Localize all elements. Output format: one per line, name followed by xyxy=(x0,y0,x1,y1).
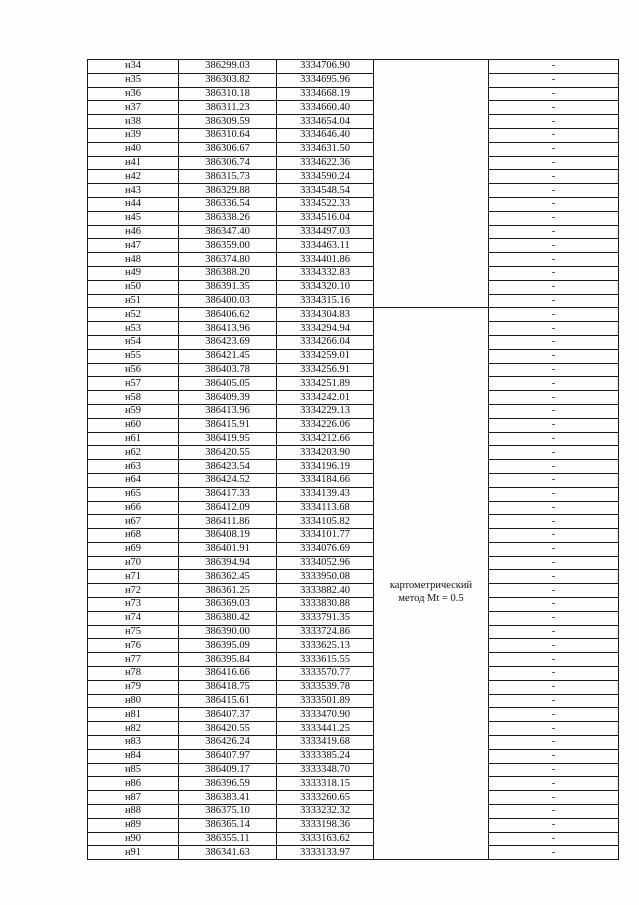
point-name-cell: н37 xyxy=(88,101,179,115)
table-row xyxy=(88,791,619,805)
x-coordinate-cell: 386390.00 xyxy=(179,625,277,639)
table-row xyxy=(88,294,619,308)
point-name-cell: н44 xyxy=(88,197,179,211)
table-row xyxy=(88,763,619,777)
x-coordinate-cell: 386408.19 xyxy=(179,529,277,543)
accuracy-cell: - xyxy=(489,101,619,115)
y-coordinate-cell: 3334212.66 xyxy=(277,432,374,446)
y-coordinate-cell: 3334660.40 xyxy=(277,101,374,115)
x-coordinate-cell: 386407.37 xyxy=(179,708,277,722)
y-coordinate-cell: 3334401.86 xyxy=(277,253,374,267)
table-row xyxy=(88,473,619,487)
accuracy-cell: - xyxy=(489,556,619,570)
x-coordinate-cell: 386409.17 xyxy=(179,763,277,777)
accuracy-cell: - xyxy=(489,73,619,87)
x-coordinate-cell: 386395.09 xyxy=(179,639,277,653)
x-coordinate-cell: 386424.52 xyxy=(179,473,277,487)
point-name-cell: н86 xyxy=(88,777,179,791)
table-row xyxy=(88,736,619,750)
accuracy-cell: - xyxy=(489,115,619,129)
x-coordinate-cell: 386388.20 xyxy=(179,266,277,280)
y-coordinate-cell: 3333348.70 xyxy=(277,763,374,777)
y-coordinate-cell: 3333232.32 xyxy=(277,805,374,819)
point-name-cell: н55 xyxy=(88,349,179,363)
x-coordinate-cell: 386423.69 xyxy=(179,335,277,349)
x-coordinate-cell: 386411.86 xyxy=(179,515,277,529)
table-row xyxy=(88,667,619,681)
point-name-cell: н36 xyxy=(88,87,179,101)
point-name-cell: н43 xyxy=(88,184,179,198)
x-coordinate-cell: 386341.63 xyxy=(179,846,277,860)
y-coordinate-cell: 3333419.68 xyxy=(277,736,374,750)
x-coordinate-cell: 386400.03 xyxy=(179,294,277,308)
y-coordinate-cell: 3333198.36 xyxy=(277,818,374,832)
x-coordinate-cell: 386374.80 xyxy=(179,253,277,267)
y-coordinate-cell: 3334229.13 xyxy=(277,404,374,418)
accuracy-cell: - xyxy=(489,280,619,294)
point-name-cell: н48 xyxy=(88,253,179,267)
x-coordinate-cell: 386405.05 xyxy=(179,377,277,391)
y-coordinate-cell: 3333385.24 xyxy=(277,749,374,763)
point-name-cell: н64 xyxy=(88,473,179,487)
point-name-cell: н60 xyxy=(88,418,179,432)
accuracy-cell: - xyxy=(489,473,619,487)
point-name-cell: н83 xyxy=(88,736,179,750)
y-coordinate-cell: 3333724.86 xyxy=(277,625,374,639)
accuracy-cell: - xyxy=(489,266,619,280)
y-coordinate-cell: 3334695.96 xyxy=(277,73,374,87)
accuracy-cell: - xyxy=(489,487,619,501)
table-row xyxy=(88,349,619,363)
y-coordinate-cell: 3334497.03 xyxy=(277,225,374,239)
table-row xyxy=(88,639,619,653)
accuracy-cell: - xyxy=(489,156,619,170)
accuracy-cell: - xyxy=(489,363,619,377)
y-coordinate-cell: 3334590.24 xyxy=(277,170,374,184)
point-name-cell: н40 xyxy=(88,142,179,156)
table-row xyxy=(88,501,619,515)
y-coordinate-cell: 3334076.69 xyxy=(277,542,374,556)
accuracy-cell: - xyxy=(489,322,619,336)
point-name-cell: н58 xyxy=(88,391,179,405)
accuracy-cell: - xyxy=(489,749,619,763)
accuracy-cell: - xyxy=(489,818,619,832)
x-coordinate-cell: 386394.94 xyxy=(179,556,277,570)
y-coordinate-cell: 3333318.15 xyxy=(277,777,374,791)
point-name-cell: н75 xyxy=(88,625,179,639)
point-name-cell: н39 xyxy=(88,128,179,142)
accuracy-cell: - xyxy=(489,391,619,405)
point-name-cell: н53 xyxy=(88,322,179,336)
accuracy-cell: - xyxy=(489,584,619,598)
y-coordinate-cell: 3334266.04 xyxy=(277,335,374,349)
table-row xyxy=(88,391,619,405)
accuracy-cell: - xyxy=(489,197,619,211)
x-coordinate-cell: 386401.91 xyxy=(179,542,277,556)
point-name-cell: н63 xyxy=(88,460,179,474)
point-name-cell: н79 xyxy=(88,680,179,694)
x-coordinate-cell: 386406.62 xyxy=(179,308,277,322)
table-row xyxy=(88,335,619,349)
table-row xyxy=(88,377,619,391)
table-row xyxy=(88,846,619,860)
point-name-cell: н74 xyxy=(88,611,179,625)
y-coordinate-cell: 3333441.25 xyxy=(277,722,374,736)
table-row xyxy=(88,487,619,501)
accuracy-cell: - xyxy=(489,170,619,184)
accuracy-cell: - xyxy=(489,446,619,460)
table-row xyxy=(88,197,619,211)
table-row xyxy=(88,749,619,763)
point-name-cell: н78 xyxy=(88,667,179,681)
point-name-cell: н82 xyxy=(88,722,179,736)
table-row xyxy=(88,584,619,598)
y-coordinate-cell: 3333570.77 xyxy=(277,667,374,681)
accuracy-cell: - xyxy=(489,239,619,253)
accuracy-cell: - xyxy=(489,708,619,722)
x-coordinate-cell: 386310.18 xyxy=(179,87,277,101)
point-name-cell: н88 xyxy=(88,805,179,819)
point-name-cell: н59 xyxy=(88,404,179,418)
x-coordinate-cell: 386423.54 xyxy=(179,460,277,474)
table-row xyxy=(88,556,619,570)
point-name-cell: н87 xyxy=(88,791,179,805)
point-name-cell: н85 xyxy=(88,763,179,777)
y-coordinate-cell: 3334052.96 xyxy=(277,556,374,570)
y-coordinate-cell: 3333950.08 xyxy=(277,570,374,584)
x-coordinate-cell: 386310.64 xyxy=(179,128,277,142)
accuracy-cell: - xyxy=(489,832,619,846)
y-coordinate-cell: 3334113.68 xyxy=(277,501,374,515)
table-row xyxy=(88,611,619,625)
y-coordinate-cell: 3334226.06 xyxy=(277,418,374,432)
x-coordinate-cell: 386413.96 xyxy=(179,322,277,336)
y-coordinate-cell: 3333163.62 xyxy=(277,832,374,846)
y-coordinate-cell: 3333830.88 xyxy=(277,598,374,612)
accuracy-cell: - xyxy=(489,460,619,474)
accuracy-cell: - xyxy=(489,542,619,556)
table-row xyxy=(88,694,619,708)
x-coordinate-cell: 386315.73 xyxy=(179,170,277,184)
accuracy-cell: - xyxy=(489,694,619,708)
table-row xyxy=(88,818,619,832)
x-coordinate-cell: 386391.35 xyxy=(179,280,277,294)
table-row xyxy=(88,625,619,639)
x-coordinate-cell: 386359.00 xyxy=(179,239,277,253)
point-name-cell: н76 xyxy=(88,639,179,653)
point-name-cell: н69 xyxy=(88,542,179,556)
x-coordinate-cell: 386415.91 xyxy=(179,418,277,432)
accuracy-cell: - xyxy=(489,377,619,391)
point-name-cell: н84 xyxy=(88,749,179,763)
x-coordinate-cell: 386417.33 xyxy=(179,487,277,501)
table-row xyxy=(88,404,619,418)
accuracy-cell: - xyxy=(489,87,619,101)
point-name-cell: н73 xyxy=(88,598,179,612)
accuracy-cell: - xyxy=(489,653,619,667)
accuracy-cell: - xyxy=(489,763,619,777)
x-coordinate-cell: 386309.59 xyxy=(179,115,277,129)
table-row xyxy=(88,60,619,74)
table-row xyxy=(88,832,619,846)
y-coordinate-cell: 3333133.97 xyxy=(277,846,374,860)
table-row xyxy=(88,363,619,377)
table-row xyxy=(88,653,619,667)
y-coordinate-cell: 3334101.77 xyxy=(277,529,374,543)
table-row xyxy=(88,529,619,543)
x-coordinate-cell: 386415.61 xyxy=(179,694,277,708)
table-row xyxy=(88,73,619,87)
method-text: картометрический метод Mt = 0.5 xyxy=(389,579,473,604)
y-coordinate-cell: 3334622.36 xyxy=(277,156,374,170)
point-name-cell: н35 xyxy=(88,73,179,87)
point-name-cell: н90 xyxy=(88,832,179,846)
accuracy-cell: - xyxy=(489,501,619,515)
table-row xyxy=(88,680,619,694)
x-coordinate-cell: 386369.03 xyxy=(179,598,277,612)
table-row xyxy=(88,280,619,294)
x-coordinate-cell: 386338.26 xyxy=(179,211,277,225)
point-name-cell: н51 xyxy=(88,294,179,308)
x-coordinate-cell: 386329.88 xyxy=(179,184,277,198)
accuracy-cell: - xyxy=(489,335,619,349)
point-name-cell: н38 xyxy=(88,115,179,129)
accuracy-cell: - xyxy=(489,805,619,819)
y-coordinate-cell: 3334294.94 xyxy=(277,322,374,336)
y-coordinate-cell: 3334548.54 xyxy=(277,184,374,198)
x-coordinate-cell: 386407.97 xyxy=(179,749,277,763)
y-coordinate-cell: 3334631.50 xyxy=(277,142,374,156)
accuracy-cell: - xyxy=(489,515,619,529)
y-coordinate-cell: 3334315.16 xyxy=(277,294,374,308)
accuracy-cell: - xyxy=(489,791,619,805)
point-name-cell: н62 xyxy=(88,446,179,460)
x-coordinate-cell: 386426.24 xyxy=(179,736,277,750)
x-coordinate-cell: 386412.09 xyxy=(179,501,277,515)
accuracy-cell: - xyxy=(489,404,619,418)
point-name-cell: н67 xyxy=(88,515,179,529)
accuracy-cell: - xyxy=(489,184,619,198)
x-coordinate-cell: 386413.96 xyxy=(179,404,277,418)
point-name-cell: н52 xyxy=(88,308,179,322)
x-coordinate-cell: 386306.74 xyxy=(179,156,277,170)
x-coordinate-cell: 386303.82 xyxy=(179,73,277,87)
x-coordinate-cell: 386383.41 xyxy=(179,791,277,805)
y-coordinate-cell: 3334196.19 xyxy=(277,460,374,474)
y-coordinate-cell: 3334320.10 xyxy=(277,280,374,294)
y-coordinate-cell: 3333615.55 xyxy=(277,653,374,667)
point-name-cell: н42 xyxy=(88,170,179,184)
y-coordinate-cell: 3334463.11 xyxy=(277,239,374,253)
accuracy-cell: - xyxy=(489,680,619,694)
x-coordinate-cell: 386418.75 xyxy=(179,680,277,694)
y-coordinate-cell: 3334646.40 xyxy=(277,128,374,142)
accuracy-cell: - xyxy=(489,253,619,267)
table-row xyxy=(88,418,619,432)
point-name-cell: н57 xyxy=(88,377,179,391)
point-name-cell: н70 xyxy=(88,556,179,570)
accuracy-cell: - xyxy=(489,846,619,860)
accuracy-cell: - xyxy=(489,722,619,736)
y-coordinate-cell: 3334516.04 xyxy=(277,211,374,225)
table-row xyxy=(88,115,619,129)
x-coordinate-cell: 386380.42 xyxy=(179,611,277,625)
point-name-cell: н68 xyxy=(88,529,179,543)
x-coordinate-cell: 386306.67 xyxy=(179,142,277,156)
x-coordinate-cell: 386299.03 xyxy=(179,60,277,74)
accuracy-cell: - xyxy=(489,667,619,681)
x-coordinate-cell: 386365.14 xyxy=(179,818,277,832)
table-row xyxy=(88,542,619,556)
coordinates-table-body xyxy=(88,60,619,860)
accuracy-cell: - xyxy=(489,294,619,308)
point-name-cell: н61 xyxy=(88,432,179,446)
x-coordinate-cell: 386396.59 xyxy=(179,777,277,791)
y-coordinate-cell: 3333882.40 xyxy=(277,584,374,598)
accuracy-cell: - xyxy=(489,418,619,432)
point-name-cell: н45 xyxy=(88,211,179,225)
accuracy-cell: - xyxy=(489,598,619,612)
y-coordinate-cell: 3334256.91 xyxy=(277,363,374,377)
y-coordinate-cell: 3334203.90 xyxy=(277,446,374,460)
table-row xyxy=(88,253,619,267)
x-coordinate-cell: 386403.78 xyxy=(179,363,277,377)
point-name-cell: н34 xyxy=(88,60,179,74)
y-coordinate-cell: 3334668.19 xyxy=(277,87,374,101)
x-coordinate-cell: 386347.40 xyxy=(179,225,277,239)
point-name-cell: н91 xyxy=(88,846,179,860)
table-row xyxy=(88,432,619,446)
accuracy-cell: - xyxy=(489,308,619,322)
x-coordinate-cell: 386421.45 xyxy=(179,349,277,363)
point-name-cell: н47 xyxy=(88,239,179,253)
table-row xyxy=(88,322,619,336)
x-coordinate-cell: 386420.55 xyxy=(179,446,277,460)
accuracy-cell: - xyxy=(489,529,619,543)
y-coordinate-cell: 3334332.83 xyxy=(277,266,374,280)
accuracy-cell: - xyxy=(489,349,619,363)
table-row xyxy=(88,805,619,819)
accuracy-cell: - xyxy=(489,625,619,639)
accuracy-cell: - xyxy=(489,142,619,156)
x-coordinate-cell: 386362.45 xyxy=(179,570,277,584)
method-cell xyxy=(374,308,489,860)
x-coordinate-cell: 386419.95 xyxy=(179,432,277,446)
y-coordinate-cell: 3334105.82 xyxy=(277,515,374,529)
accuracy-cell: - xyxy=(489,211,619,225)
y-coordinate-cell: 3334184.66 xyxy=(277,473,374,487)
accuracy-cell: - xyxy=(489,225,619,239)
point-name-cell: н89 xyxy=(88,818,179,832)
point-name-cell: н66 xyxy=(88,501,179,515)
table-row xyxy=(88,225,619,239)
table-row xyxy=(88,446,619,460)
accuracy-cell: - xyxy=(489,736,619,750)
table-row xyxy=(88,211,619,225)
table-row xyxy=(88,777,619,791)
point-name-cell: н65 xyxy=(88,487,179,501)
y-coordinate-cell: 3334242.01 xyxy=(277,391,374,405)
table-row xyxy=(88,708,619,722)
y-coordinate-cell: 3334304.83 xyxy=(277,308,374,322)
table-row xyxy=(88,87,619,101)
x-coordinate-cell: 386336.54 xyxy=(179,197,277,211)
point-name-cell: н41 xyxy=(88,156,179,170)
x-coordinate-cell: 386420.55 xyxy=(179,722,277,736)
accuracy-cell: - xyxy=(489,611,619,625)
accuracy-cell: - xyxy=(489,639,619,653)
x-coordinate-cell: 386311.23 xyxy=(179,101,277,115)
point-name-cell: н46 xyxy=(88,225,179,239)
y-coordinate-cell: 3333470.90 xyxy=(277,708,374,722)
x-coordinate-cell: 386355.11 xyxy=(179,832,277,846)
table-row xyxy=(88,156,619,170)
point-name-cell: н71 xyxy=(88,570,179,584)
x-coordinate-cell: 386361.25 xyxy=(179,584,277,598)
x-coordinate-cell: 386416.66 xyxy=(179,667,277,681)
point-name-cell: н54 xyxy=(88,335,179,349)
accuracy-cell: - xyxy=(489,777,619,791)
y-coordinate-cell: 3334251.89 xyxy=(277,377,374,391)
table-row xyxy=(88,722,619,736)
x-coordinate-cell: 386375.10 xyxy=(179,805,277,819)
table-row xyxy=(88,170,619,184)
table-row xyxy=(88,308,619,322)
point-name-cell: н56 xyxy=(88,363,179,377)
x-coordinate-cell: 386409.39 xyxy=(179,391,277,405)
point-name-cell: н77 xyxy=(88,653,179,667)
table-row xyxy=(88,142,619,156)
y-coordinate-cell: 3333791.35 xyxy=(277,611,374,625)
x-coordinate-cell: 386395.84 xyxy=(179,653,277,667)
point-name-cell: н49 xyxy=(88,266,179,280)
y-coordinate-cell: 3334522.33 xyxy=(277,197,374,211)
y-coordinate-cell: 3334259.01 xyxy=(277,349,374,363)
table-row xyxy=(88,101,619,115)
y-coordinate-cell: 3333260.65 xyxy=(277,791,374,805)
table-row xyxy=(88,570,619,584)
y-coordinate-cell: 3333501.89 xyxy=(277,694,374,708)
accuracy-cell: - xyxy=(489,128,619,142)
table-row xyxy=(88,515,619,529)
point-name-cell: н72 xyxy=(88,584,179,598)
accuracy-cell: - xyxy=(489,60,619,74)
y-coordinate-cell: 3334706.90 xyxy=(277,60,374,74)
point-name-cell: н50 xyxy=(88,280,179,294)
accuracy-cell: - xyxy=(489,570,619,584)
accuracy-cell: - xyxy=(489,432,619,446)
table-row xyxy=(88,266,619,280)
table-row xyxy=(88,460,619,474)
y-coordinate-cell: 3333539.78 xyxy=(277,680,374,694)
method-cell xyxy=(374,60,489,308)
point-name-cell: н80 xyxy=(88,694,179,708)
coordinates-table xyxy=(87,59,619,860)
y-coordinate-cell: 3334654.04 xyxy=(277,115,374,129)
point-name-cell: н81 xyxy=(88,708,179,722)
table-row xyxy=(88,128,619,142)
y-coordinate-cell: 3334139.43 xyxy=(277,487,374,501)
table-row xyxy=(88,184,619,198)
table-row xyxy=(88,598,619,612)
table-row xyxy=(88,239,619,253)
y-coordinate-cell: 3333625.13 xyxy=(277,639,374,653)
